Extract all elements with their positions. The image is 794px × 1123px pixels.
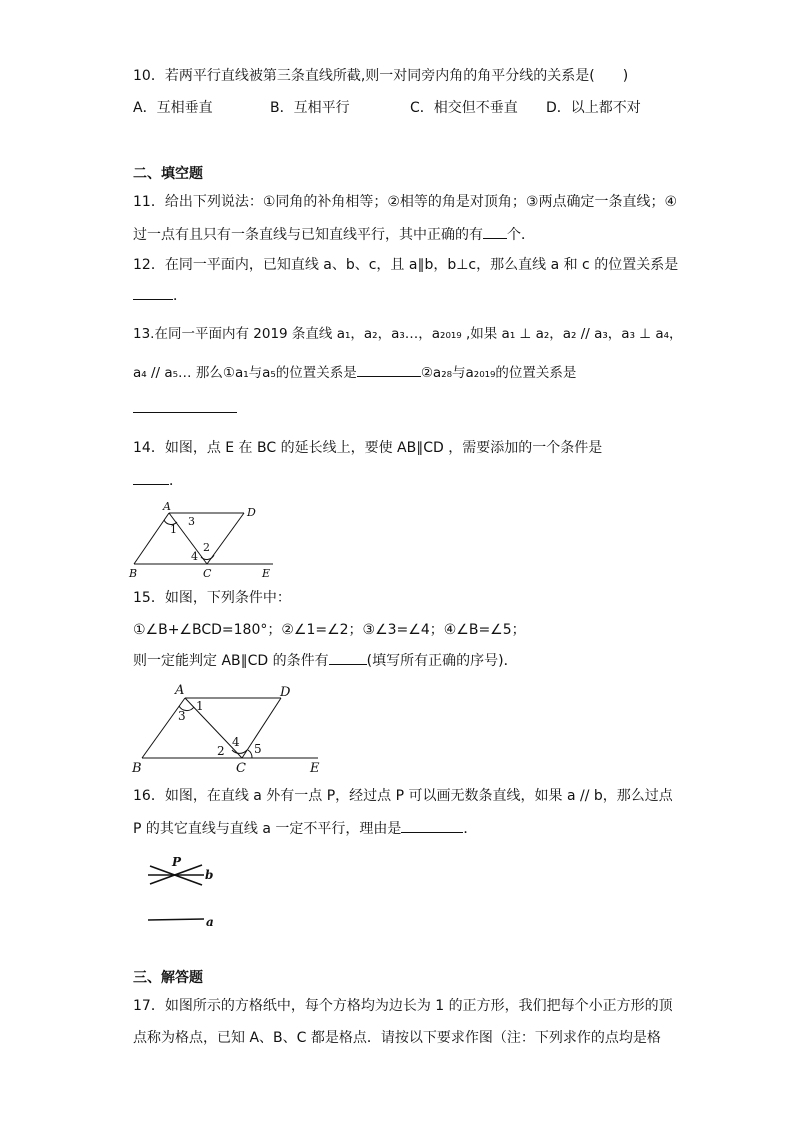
q15-label-a: A (175, 683, 185, 698)
q16-label-a: a (206, 915, 214, 929)
q16-line-a (148, 919, 204, 920)
q11-line2 (133, 224, 535, 245)
q17-line2: 点称为格点，已知 A、B、C 都是格点．请按以下要求作图（注：下列求作的点均是格 (133, 1030, 661, 1046)
q14-line2 (133, 470, 183, 491)
q14-line1: 14．如图，点 E 在 BC 的延长线上，要使 AB∥CD ，需要添加的一个条件是 (133, 440, 603, 456)
q15-label-d: D (280, 685, 291, 700)
q15-label-c: C (236, 761, 246, 776)
section-heading-solutions: 三、解答题 (133, 970, 203, 986)
q15-label-b: B (132, 761, 142, 776)
q14-label-a: A (163, 500, 171, 513)
q10-option-c: C．相交但不垂直 (410, 100, 518, 116)
q13-line1: 13.在同一平面内有 2019 条直线 a₁，a₂，a₃…，a₂₀₁₉ ,如果 a₁ ⊥ a₂，a₂ // a₃，a₃ ⊥ a₄， (133, 326, 683, 342)
q16-answer-blank (401, 818, 463, 833)
q15-angle-label-5: 5 (254, 742, 262, 756)
q11-text-a: 过一点有且只有一条直线与已知直线平行，其中正确的有 (133, 227, 483, 243)
q14-angle-label-4: 4 (191, 550, 198, 563)
q14-angle-arc-c (201, 555, 214, 559)
q13-line3 (133, 398, 237, 419)
q15-text-a: 则一定能判定 AB∥CD 的条件有 (133, 653, 329, 669)
q13-blank-1 (357, 362, 421, 377)
q14-label-b: B (129, 567, 138, 580)
q10-option-a: A．互相垂直 (133, 100, 213, 116)
q12-period: ． (173, 288, 187, 304)
q15-text-b: (填写所有正确的序号)． (366, 653, 518, 669)
q14-period: ． (169, 473, 183, 489)
q15-angle-label-2: 2 (217, 744, 225, 758)
q13-blank-2 (133, 398, 237, 413)
q15-angle-label-3: 3 (178, 709, 186, 723)
q15-label-e: E (310, 761, 320, 776)
q16-line2 (133, 818, 477, 839)
q17-line1: 17．如图所示的方格纸中，每个方格均为边长为 1 的正方形，我们把每个小正方形的顶 (133, 998, 673, 1014)
q15-line1: 15．如图，下列条件中： (133, 590, 291, 606)
q14-answer-blank (133, 470, 169, 485)
section-heading-fill-in: 二、填空题 (133, 166, 203, 182)
q16-label-p: P (172, 855, 182, 869)
q14-line-ab (134, 513, 169, 564)
q15-answer-blank (329, 650, 367, 665)
q15-angle-label-1: 1 (196, 699, 204, 713)
q16-line1: 16．如图，在直线 a 外有一点 P，经过点 P 可以画无数条直线，如果 a // b，那么过点 (133, 788, 673, 804)
q14-angle-label-2: 2 (203, 541, 210, 554)
q15-line-ab (142, 698, 185, 758)
q11-answer-blank (483, 224, 507, 239)
q16-label-b: b (205, 868, 214, 882)
q13-line2 (133, 362, 576, 383)
q14-angle-label-3: 3 (188, 515, 195, 528)
q12-answer-blank (133, 285, 173, 300)
q15-angle-arc-c-ext (248, 750, 252, 758)
q11-line1: 11．给出下列说法：①同角的补角相等；②相等的角是对顶角；③两点确定一条直线；④ (133, 194, 678, 210)
q12-line1: 12．在同一平面内，已知直线 a、b、c，且 a∥b，b⊥c，那么直线 a 和 c 的位置关系是 (133, 257, 679, 273)
q12-line2 (133, 285, 187, 306)
q14-label-e: E (262, 567, 271, 580)
q16-text-a: P 的其它直线与直线 a 一定不平行，理由是 (133, 821, 402, 837)
q14-line-cd (207, 513, 244, 564)
q14-parallelogram-figure (128, 502, 288, 584)
q13-text-a: a₄ // a₅… 那么①a₁与a₅的位置关系是 (133, 365, 357, 381)
q11-text-b: 个． (507, 227, 535, 243)
q15-angle-label-4: 4 (232, 735, 240, 749)
q14-label-c: C (203, 567, 212, 580)
q14-label-d: D (247, 506, 256, 519)
q10-option-b: B．互相平行 (270, 100, 350, 116)
q15-line3 (133, 650, 518, 671)
q15-parallelogram-figure (128, 680, 328, 780)
q14-angle-label-1: 1 (170, 523, 177, 536)
q13-text-b: ②a₂₈与a₂₀₁₉的位置关系是 (420, 365, 577, 381)
q15-line2: ①∠B+∠BCD=180°；②∠1=∠2；③∠3=∠4；④∠B=∠5； (133, 622, 526, 638)
q10-stem: 10．若两平行直线被第三条直线所截,则一对同旁内角的角平分线的关系是( ) (133, 68, 629, 84)
q16-text-b: ． (463, 821, 478, 837)
q16-lines-figure (144, 856, 234, 936)
q10-option-d: D．以上都不对 (546, 100, 641, 116)
